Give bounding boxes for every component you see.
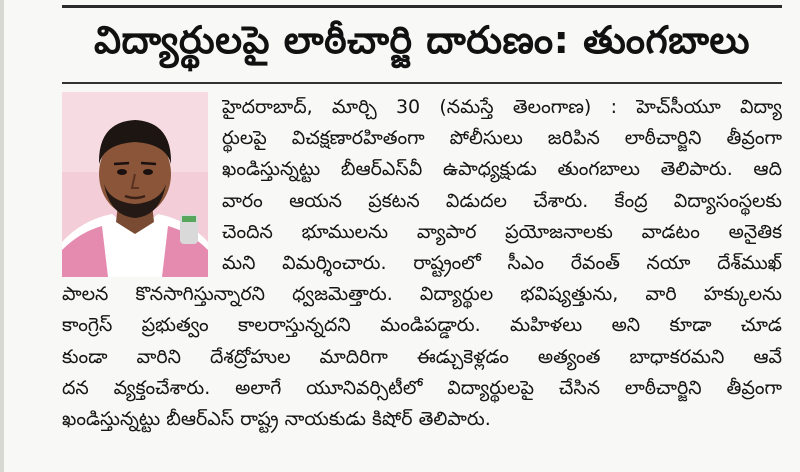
body-line: వారం ఆయన ప్రకటన విడుదల చేశారు. కేంద్ర విద్యాసంస్థలకు — [222, 189, 782, 212]
body-line: కుండా వారిని దేశద్రోహుల మాదిరిగా ఈడ్చుకెళ్లడం అత్యంత బాధాకరమని ఆవే — [62, 345, 782, 368]
top-divider — [62, 5, 782, 8]
body-line: దన వ్యక్తంచేశారు. అలాగే యూనివర్సిటీలో విద్యార్థులపై చేసిన లాఠీచార్జిని తీవ్రంగా — [62, 376, 782, 399]
body-line: ఖండిస్తున్నట్టు బీఆర్‌ఎస్‌వీ ఉపాధ్యక్షుడు తుంగబాలు తెలిపారు. ఆది — [222, 158, 782, 181]
article-body — [62, 92, 782, 435]
body-line: పాలన కొనసాగిస్తున్నారని ధ్వజమెత్తారు. విద్యార్థుల భవిష్యత్తును, వారి హక్కులను — [62, 283, 782, 306]
headline-divider — [62, 82, 782, 84]
body-line: హైదరాబాద్, మార్చి 30 (నమస్తే తెలంగాణ) : హెచ్‌సీయూ విద్యా — [222, 96, 782, 118]
headline: విద్యార్థులపై లాఠీచార్జి దారుణం: తుంగబాలు — [93, 18, 751, 62]
body-line: ర్థులపై విచక్షణారహితంగా పోలీసులు జరిపిన లాఠీచార్జిని తీవ్రంగా — [222, 127, 782, 150]
body-line: చెందిన భూములను వ్యాపార ప్రయోజనాలకు వాడటం అనైతిక — [222, 220, 782, 243]
body-line: కాంగ్రెస్ ప్రభుత్వం కాలరాస్తున్నదని మండిపడ్డారు. మహిళలు అని కూడా చూడ — [62, 314, 782, 337]
body-line: మని విమర్శించారు. రాష్ట్రంలో సీఎం రేవంత్ నయా దేశ్‌ముఖ్ — [222, 251, 782, 274]
body-line: ఖండిస్తున్నట్టు బీఆర్‌ఎస్ రాష్ట్ర నాయకుడు కిషోర్ తెలిపారు. — [62, 407, 491, 430]
page-edge — [0, 0, 4, 472]
